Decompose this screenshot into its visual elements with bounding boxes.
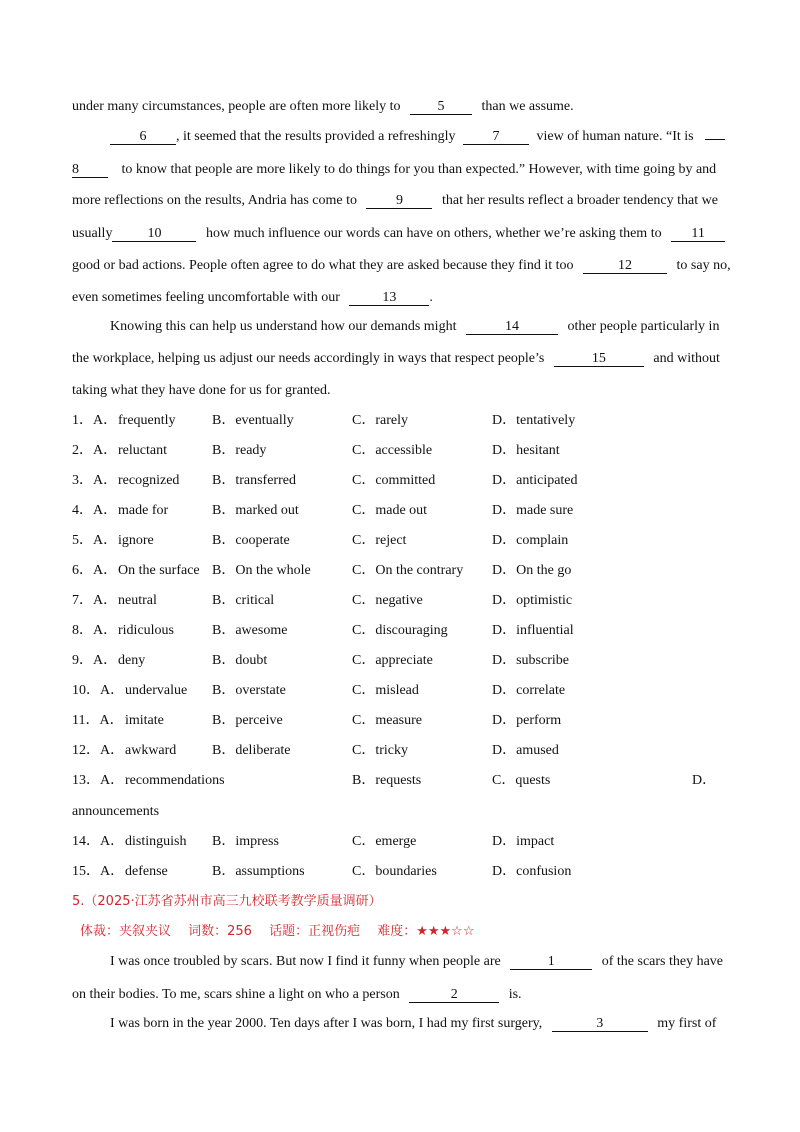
- passage-line-10: taking what they have done for us for granted.: [72, 383, 331, 398]
- passage-line-2: [110, 128, 725, 146]
- passage-line-1: [72, 98, 574, 116]
- text: other people particularly in: [567, 319, 720, 334]
- text: than we assume.: [481, 99, 574, 114]
- text: the workplace, helping us adjust our needs accordingly in ways that respect people’s: [72, 351, 545, 366]
- q15-option-a[interactable]: defense: [125, 864, 168, 879]
- blank-8-start[interactable]: [705, 139, 725, 140]
- q5-option-c[interactable]: C．reject: [352, 533, 407, 548]
- blank-10[interactable]: 10: [112, 226, 196, 242]
- q10-number: 10．A．: [72, 683, 125, 698]
- text: under many circumstances, people are often more likely to: [72, 99, 401, 114]
- text: more reflections on the results, Andria has come to: [72, 193, 357, 208]
- q1-number: 1．A．: [72, 413, 118, 428]
- q4-option-a[interactable]: made for: [118, 503, 169, 518]
- q1-option-b[interactable]: B．eventually: [212, 413, 294, 428]
- q6-option-a[interactable]: On the surface: [118, 563, 200, 578]
- passage-line-3: [72, 161, 716, 179]
- text: Knowing this can help us understand how our demands might: [110, 319, 457, 334]
- blank-13[interactable]: 13: [349, 290, 429, 306]
- q7-option-d[interactable]: D．optimistic: [492, 593, 573, 608]
- blank-5[interactable]: 5: [410, 99, 472, 115]
- q13-option-a[interactable]: recommendations: [125, 773, 225, 788]
- q5-option-a[interactable]: ignore: [118, 533, 154, 548]
- blank-12[interactable]: 12: [583, 258, 667, 274]
- q12-option-a[interactable]: awkward: [125, 743, 177, 758]
- blank-6[interactable]: 6: [110, 129, 176, 145]
- q9-option-c[interactable]: C．appreciate: [352, 653, 433, 668]
- q7-option-b[interactable]: B．critical: [212, 593, 275, 608]
- text: good or bad actions. People often agree to do what they are asked because they find it too: [72, 258, 574, 273]
- q10-option-a[interactable]: undervalue: [125, 683, 188, 698]
- q13-option-d[interactable]: announcements: [72, 804, 160, 819]
- blank-8[interactable]: 8: [72, 162, 108, 178]
- q14-option-b[interactable]: B．impress: [212, 834, 279, 849]
- q10-option-d[interactable]: D．correlate: [492, 683, 566, 698]
- q15-number: 15．A．: [72, 864, 125, 879]
- q4-option-d[interactable]: D．made sure: [492, 503, 574, 518]
- q14-option-a[interactable]: distinguish: [125, 834, 187, 849]
- text: on their bodies. To me, scars shine a light on who a person: [72, 987, 400, 1002]
- q4-option-c[interactable]: C．made out: [352, 503, 428, 518]
- section-5-header: 5.（2025·江苏省苏州市高三九校联考教学质量调研）: [72, 894, 382, 909]
- q3-option-b[interactable]: B．transferred: [212, 473, 296, 488]
- q9-option-b[interactable]: B．doubt: [212, 653, 268, 668]
- q11-number: 11．A．: [72, 713, 124, 728]
- q6-number: 6．A．: [72, 563, 118, 578]
- q15-option-c[interactable]: C．boundaries: [352, 864, 437, 879]
- q3-option-c[interactable]: C．committed: [352, 473, 436, 488]
- text: my first of: [657, 1016, 717, 1031]
- q10-option-b[interactable]: B．overstate: [212, 683, 286, 698]
- text: , it seemed that the results provided a refreshingly: [176, 129, 456, 144]
- q14-number: 14．A．: [72, 834, 125, 849]
- q13-option-d-label[interactable]: D．: [692, 773, 717, 788]
- text: usually: [72, 226, 113, 241]
- q4-number: 4．A．: [72, 503, 118, 518]
- q12-option-d[interactable]: D．amused: [492, 743, 559, 758]
- blank-14[interactable]: 14: [466, 319, 558, 335]
- text: how much influence our words can have on others, whether we’re asking them to: [205, 226, 662, 241]
- blank-15[interactable]: 15: [554, 351, 644, 367]
- q15-option-b[interactable]: B．assumptions: [212, 864, 305, 879]
- passage-line-4: [72, 192, 718, 210]
- q7-option-a[interactable]: neutral: [118, 593, 157, 608]
- q14-option-c[interactable]: C．emerge: [352, 834, 417, 849]
- q9-option-a[interactable]: deny: [118, 653, 146, 668]
- text: to say no,: [676, 258, 731, 273]
- q8-number: 8．A．: [72, 623, 118, 638]
- q6-option-d[interactable]: D．On the go: [492, 563, 572, 578]
- passage2-line-3: [110, 1015, 716, 1033]
- q7-option-c[interactable]: C．negative: [352, 593, 423, 608]
- q3-number: 3．A．: [72, 473, 118, 488]
- text: is.: [508, 987, 522, 1002]
- q5-number: 5．A．: [72, 533, 118, 548]
- q6-option-b[interactable]: B．On the whole: [212, 563, 311, 578]
- q7-number: 7．A．: [72, 593, 118, 608]
- q11-option-b[interactable]: B．perceive: [212, 713, 283, 728]
- q9-number: 9．A．: [72, 653, 118, 668]
- q13-option-c[interactable]: C．quests: [492, 773, 551, 788]
- q14-option-d[interactable]: D．impact: [492, 834, 555, 849]
- text: I was once troubled by scars. But now I find it funny when people are: [110, 954, 501, 969]
- q3-option-a[interactable]: recognized: [118, 473, 180, 488]
- p2-blank-3[interactable]: 3: [552, 1016, 648, 1032]
- q10-option-c[interactable]: C．mislead: [352, 683, 419, 698]
- q8-option-b[interactable]: B．awesome: [212, 623, 288, 638]
- q11-option-c[interactable]: C．measure: [352, 713, 422, 728]
- passage-line-5: [72, 225, 725, 243]
- passage-line-9: [72, 350, 720, 368]
- q2-option-c[interactable]: C．accessible: [352, 443, 433, 458]
- q11-option-d[interactable]: D．perform: [492, 713, 562, 728]
- q12-option-c[interactable]: C．tricky: [352, 743, 408, 758]
- q2-option-a[interactable]: reluctant: [118, 443, 167, 458]
- q1-option-d[interactable]: D．tentatively: [492, 413, 576, 428]
- text: I was born in the year 2000. Ten days after I was born, I had my first surgery,: [110, 1016, 543, 1031]
- q2-number: 2．A．: [72, 443, 118, 458]
- section-5-meta: 体裁：夹叙夹议 词数：256 话题：正视伤疤 难度：★★★☆☆: [80, 924, 475, 939]
- text: view of human nature. “It is: [536, 129, 694, 144]
- q13-number: 13．A．: [72, 773, 125, 788]
- passage2-line-1: [110, 953, 723, 971]
- q4-option-b[interactable]: B．marked out: [212, 503, 299, 518]
- blank-11[interactable]: 11: [671, 226, 725, 242]
- q2-option-b[interactable]: B．ready: [212, 443, 267, 458]
- q13-option-b[interactable]: B．requests: [352, 773, 422, 788]
- q12-number: 12．A．: [72, 743, 125, 758]
- passage-line-8: [110, 318, 719, 336]
- text: .: [429, 290, 433, 305]
- q1-option-a[interactable]: frequently: [118, 413, 176, 428]
- q15-option-d[interactable]: D．confusion: [492, 864, 572, 879]
- q2-option-d[interactable]: D．hesitant: [492, 443, 560, 458]
- text: and without: [653, 351, 720, 366]
- q8-option-c[interactable]: C．discouraging: [352, 623, 448, 638]
- q8-option-a[interactable]: ridiculous: [118, 623, 174, 638]
- text: that her results reflect a broader tendency that we: [441, 193, 718, 208]
- p2-blank-1[interactable]: 1: [510, 954, 592, 970]
- q9-option-d[interactable]: D．subscribe: [492, 653, 569, 668]
- q5-option-d[interactable]: D．complain: [492, 533, 569, 548]
- p2-blank-2[interactable]: 2: [409, 987, 499, 1003]
- passage-line-7: [72, 289, 433, 307]
- text: to know that people are more likely to do things for you than expected.” However, with time going by and: [121, 162, 717, 177]
- text: of the scars they have: [601, 954, 724, 969]
- q5-option-b[interactable]: B．cooperate: [212, 533, 290, 548]
- text: even sometimes feeling uncomfortable with our: [72, 290, 340, 305]
- passage-line-6: [72, 257, 731, 275]
- q12-option-b[interactable]: B．deliberate: [212, 743, 291, 758]
- blank-9[interactable]: 9: [366, 193, 432, 209]
- q6-option-c[interactable]: C．On the contrary: [352, 563, 464, 578]
- q11-option-a[interactable]: imitate: [125, 713, 164, 728]
- q3-option-d[interactable]: D．anticipated: [492, 473, 578, 488]
- passage2-line-2: [72, 986, 522, 1004]
- q8-option-d[interactable]: D．influential: [492, 623, 574, 638]
- blank-7[interactable]: 7: [463, 129, 529, 145]
- q1-option-c[interactable]: C．rarely: [352, 413, 408, 428]
